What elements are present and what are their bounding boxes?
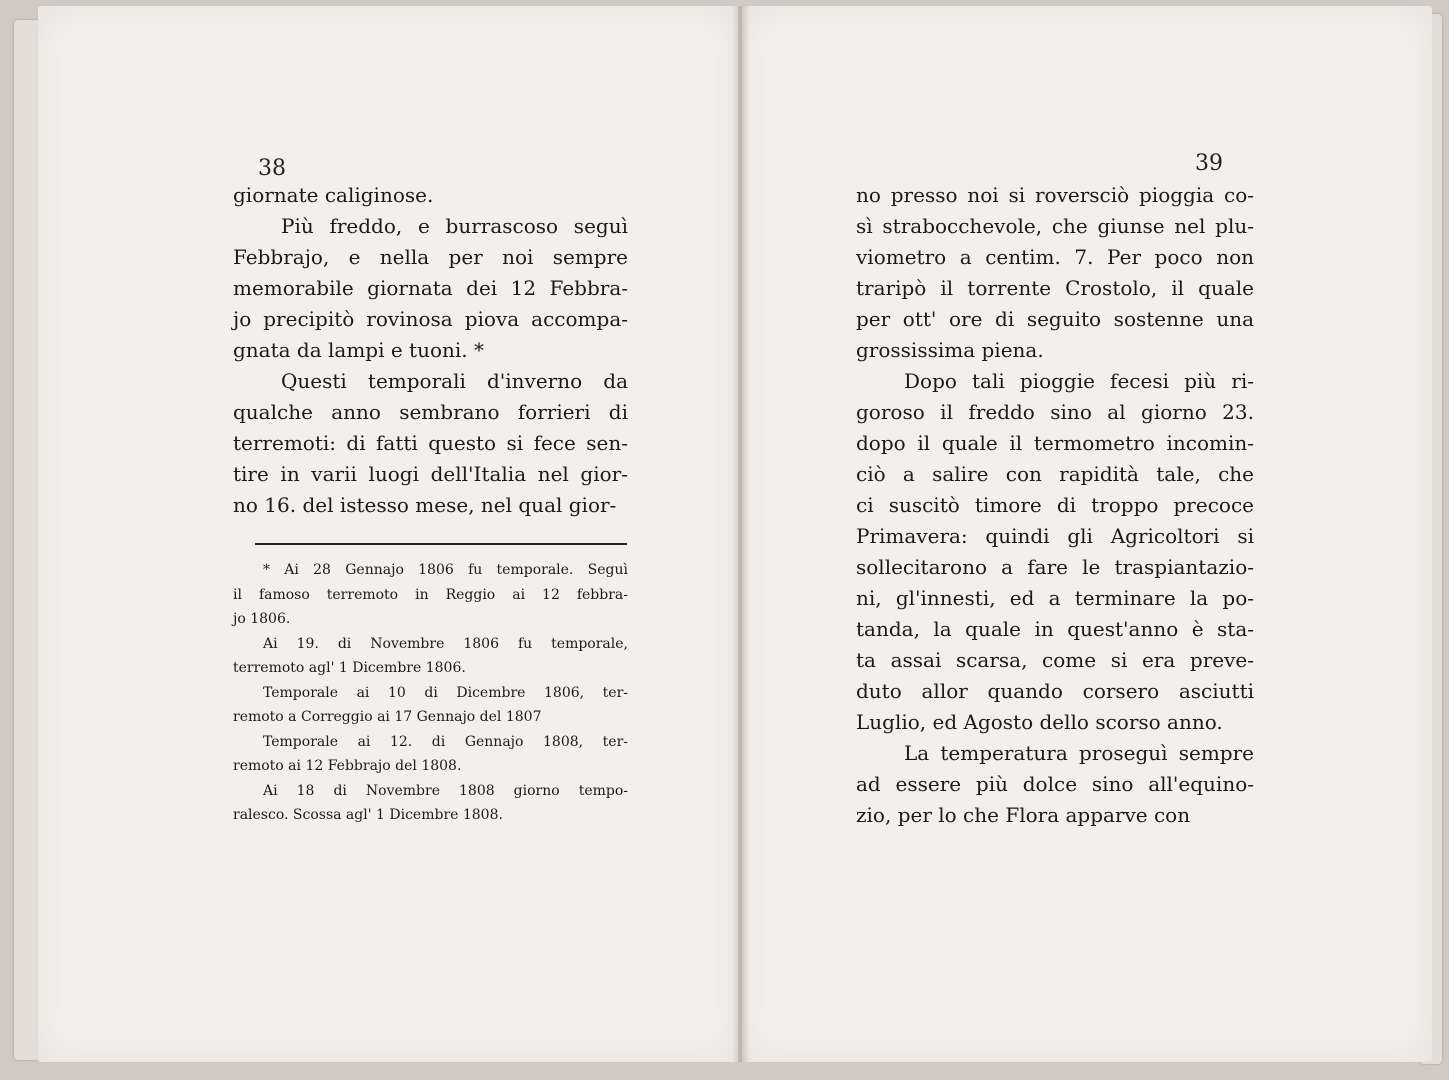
right-text-line: ciò a salire con rapidità tale, che [856,462,1254,486]
right-text-line: per ott' ore di seguito sostenne una [856,307,1254,331]
right-text-line: ni, gl'innesti, ed a terminare la po- [856,586,1254,610]
footnote-line: remoto ai 12 Febbrajo del 1808. [233,758,462,774]
footnote-rule [255,543,627,545]
right-text-line: ad essere più dolce sino all'equino- [856,772,1254,796]
right-text-line: viometro a centim. 7. Per poco non [856,245,1254,269]
left-text-line: terremoti: di fatti questo si fece sen- [233,431,628,455]
right-text-line: zio, per lo che Flora apparve con [856,803,1191,827]
right-text-line: tanda, la quale in quest'anno è sta- [856,617,1254,641]
footnote [233,730,628,779]
footnote-line: * Ai 28 Gennajo 1806 fu temporale. Seguì [263,562,628,578]
right-text-line: Dopo tali pioggie fecesi più ri- [904,369,1254,393]
left-page [38,6,738,1062]
footnote-line: jo 1806. [233,611,291,627]
right-text-line: no presso noi si roversciò pioggia co- [856,183,1254,207]
footnote-line: ralesco. Scossa agl' 1 Dicembre 1808. [233,807,503,823]
right-text-line: sollecitarono a fare le traspiantazio- [856,555,1254,579]
footnote-line: Temporale ai 12. di Gennajo 1808, ter- [263,733,628,750]
right-text-line: sì strabocchevole, che giunse nel plu- [856,214,1254,238]
page-number-right: 39 [1195,151,1223,176]
right-text-paragraph [856,180,1254,366]
page-number-left: 38 [258,156,286,181]
footnote-line: Ai 18 di Novembre 1808 giorno tempo- [263,782,628,799]
left-text-line: qualche anno sembrano forrieri di [233,400,628,424]
footnote-line: terremoto agl' 1 Dicembre 1806. [233,660,466,676]
footnote-line: Temporale ai 10 di Dicembre 1806, ter- [263,684,628,701]
right-text-line: grossissima piena. [856,338,1044,362]
footnote [233,558,628,632]
footnote [233,779,628,828]
right-text-line: La temperatura proseguì sempre [904,741,1254,765]
left-text-paragraph [233,366,628,521]
left-body-text [233,180,628,521]
left-text-line: tire in varii luogi dell'Italia nel gior- [233,462,628,486]
footnote-line: Ai 19. di Novembre 1806 fu temporale, [263,635,628,652]
left-text-paragraph [233,211,628,366]
right-text-line: ci suscitò timore di troppo precoce [856,493,1254,517]
left-text-paragraph [233,180,628,211]
left-text-line: Febbrajo, e nella per noi sempre [233,245,628,269]
left-footnotes [233,558,628,828]
right-text-line: traripò il torrente Crostolo, il quale [856,276,1254,300]
left-text-line: Più freddo, e burrascoso seguì [281,214,628,238]
footnote-line: remoto a Correggio ai 17 Gennajo del 1807 [233,709,542,725]
right-body-text [856,180,1254,831]
right-text-paragraph [856,366,1254,738]
right-text-line: dopo il quale il termometro incomin- [856,431,1254,455]
right-text-paragraph [856,738,1254,831]
right-text-line: duto allor quando corsero asciutti [856,679,1254,703]
left-text-line: Questi temporali d'inverno da [281,369,628,393]
footnote-line: il famoso terremoto in Reggio ai 12 febbra- [233,586,628,603]
footnote [233,681,628,730]
right-text-line: Primavera: quindi gli Agricoltori si [856,524,1254,548]
right-text-line: Luglio, ed Agosto dello scorso anno. [856,710,1223,734]
book-gutter [732,6,750,1062]
footnote [233,632,628,681]
left-text-line: memorabile giornata dei 12 Febbra- [233,276,628,300]
right-text-line: ta assai scarsa, come si era preve- [856,648,1254,672]
right-text-line: goroso il freddo sino al giorno 23. [856,400,1254,424]
left-text-line: jo precipitò rovinosa piova accompa- [233,307,628,331]
left-text-line: no 16. del istesso mese, nel qual gior- [233,493,617,517]
left-text-line: giornate caliginose. [233,183,434,207]
left-text-line: gnata da lampi e tuoni. * [233,338,484,362]
